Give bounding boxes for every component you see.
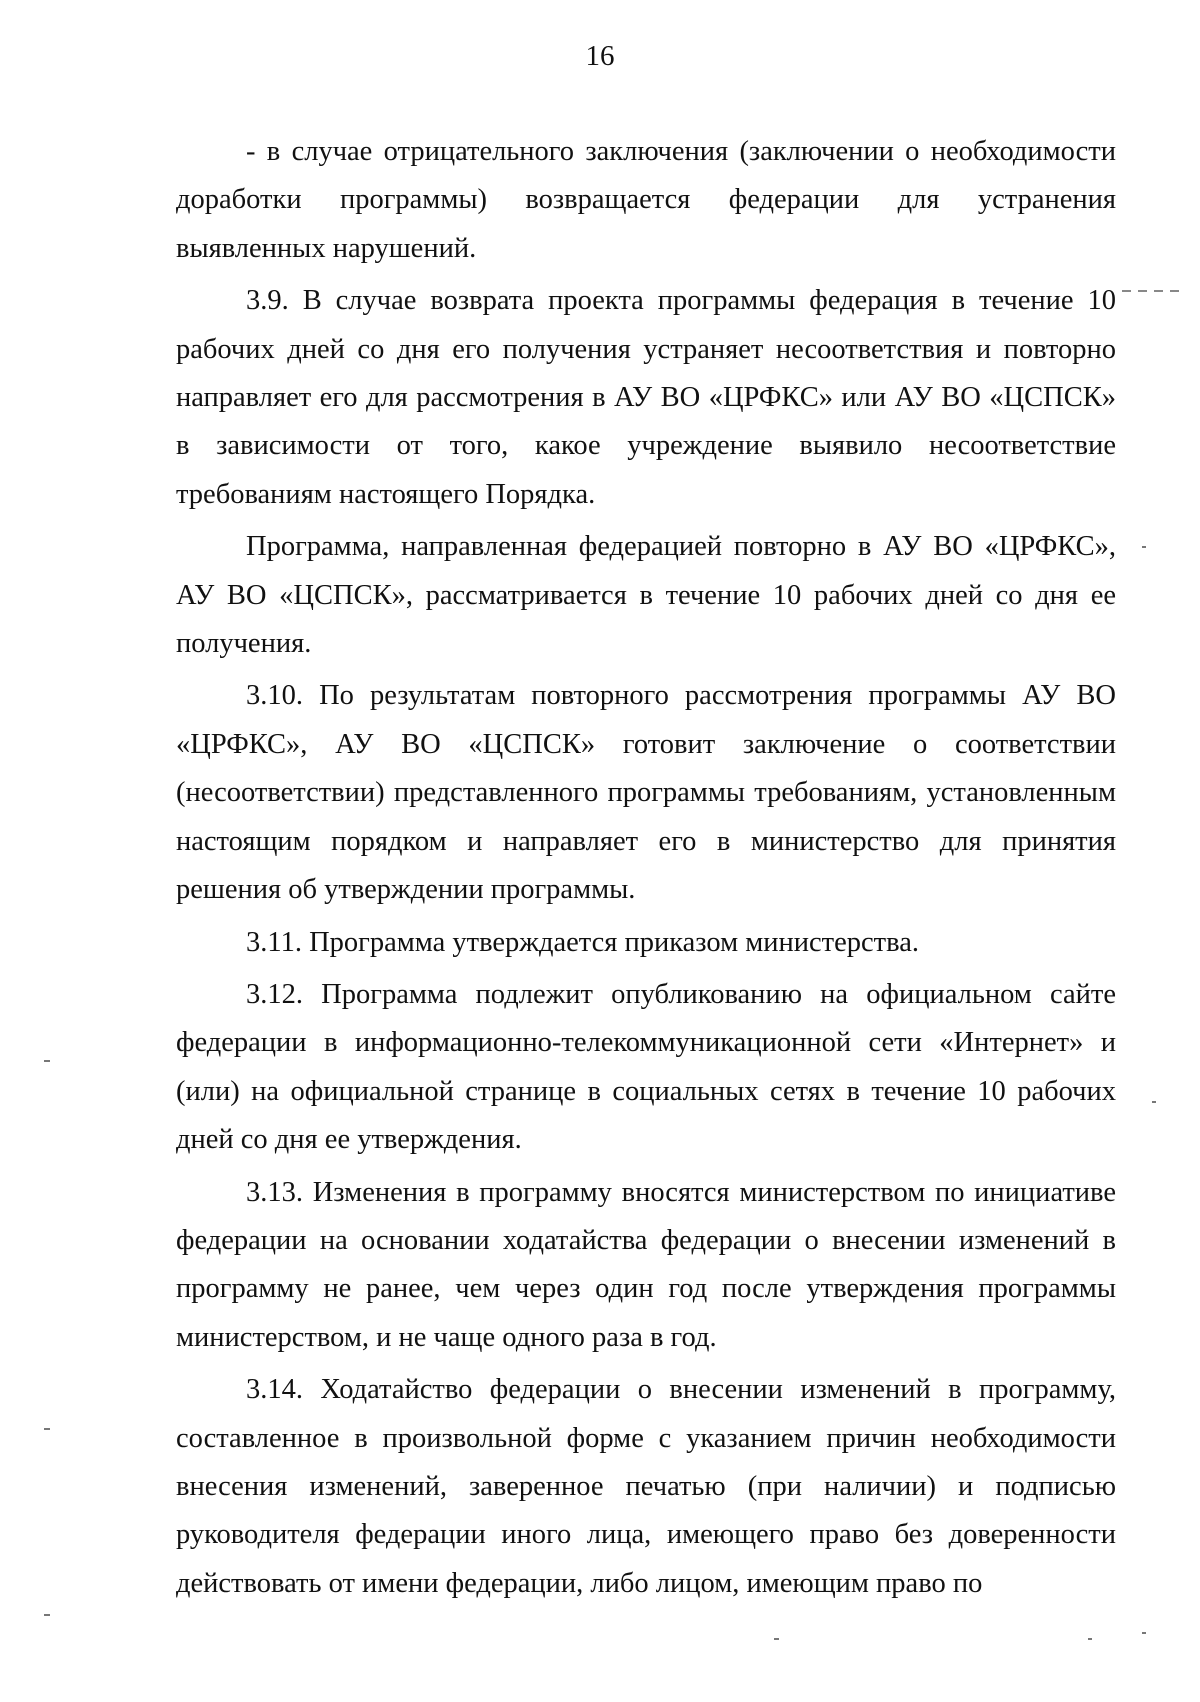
paragraph-3-12: 3.12. Программа подлежит опубликованию на официальном сайте федерации в информационно-телекоммуникационной сети «Интернет» и (или) на официальной странице в социальных сетях в течение 10 рабочих дней со дня ее утверждения. [176, 978, 1116, 1156]
paragraph-3-14: 3.14. Ходатайство федерации о внесении изменений в программу, составленное в произвольной форме с указанием причин необходимости внесения изменений, заверенное печатью (при наличии) и подписью руководителя федерации иного лица, имеющего право без доверенности действовать от имени федерации, либо лицом, имеющим право по [176, 1374, 1116, 1599]
paragraph-negative-conclusion: - в случае отрицательного заключения (заключении о необходимости доработки программы) возвращается федерации для устранения выявленных нарушений. [176, 136, 1116, 264]
scan-artifact-dash [1122, 290, 1184, 292]
document-body [176, 128, 1116, 1612]
scan-artifact-mark [1152, 1101, 1156, 1103]
scan-artifact-mark [1142, 1632, 1146, 1634]
paragraph-3-11: 3.11. Программа утверждается приказом министерства. [246, 926, 919, 958]
paragraph-3-13: 3.13. Изменения в программу вносятся министерством по инициативе федерации на основании ходатайства федерации о внесении изменений в программу не ранее, чем через один год после утверждения программы министерством, и не чаще одного раза в год. [176, 1176, 1116, 1353]
scan-artifact-mark [774, 1638, 779, 1640]
scan-artifact-mark [44, 1428, 50, 1430]
page-number: 16 [585, 40, 615, 72]
scan-artifact-mark [44, 1060, 50, 1062]
paragraph-3-10: 3.10. По результатам повторного рассмотрения программы АУ ВО «ЦРФКС», АУ ВО «ЦСПСК» готовит заключение о соответствии (несоответствии) представленного программы требованиям, установленным настоящим порядком и направляет его в министерство для принятия решения об утверждении программы. [176, 680, 1116, 906]
scan-artifact-mark [44, 1614, 50, 1616]
scan-artifact-mark [1088, 1638, 1092, 1640]
paragraph-3-9: 3.9. В случае возврата проекта программы федерация в течение 10 рабочих дней со дня его получения устраняет несоответствия и повторно направляет его для рассмотрения в АУ ВО «ЦРФКС» или АУ ВО «ЦСПСК» в зависимости от того, какое учреждение выявило несоответствие требованиям настоящего Порядка. [176, 285, 1116, 510]
scan-artifact-mark [1142, 546, 1146, 548]
paragraph-resubmission: Программа, направленная федерацией повторно в АУ ВО «ЦРФКС», АУ ВО «ЦСПСК», рассматривается в течение 10 рабочих дней со дня ее получения. [176, 531, 1116, 660]
